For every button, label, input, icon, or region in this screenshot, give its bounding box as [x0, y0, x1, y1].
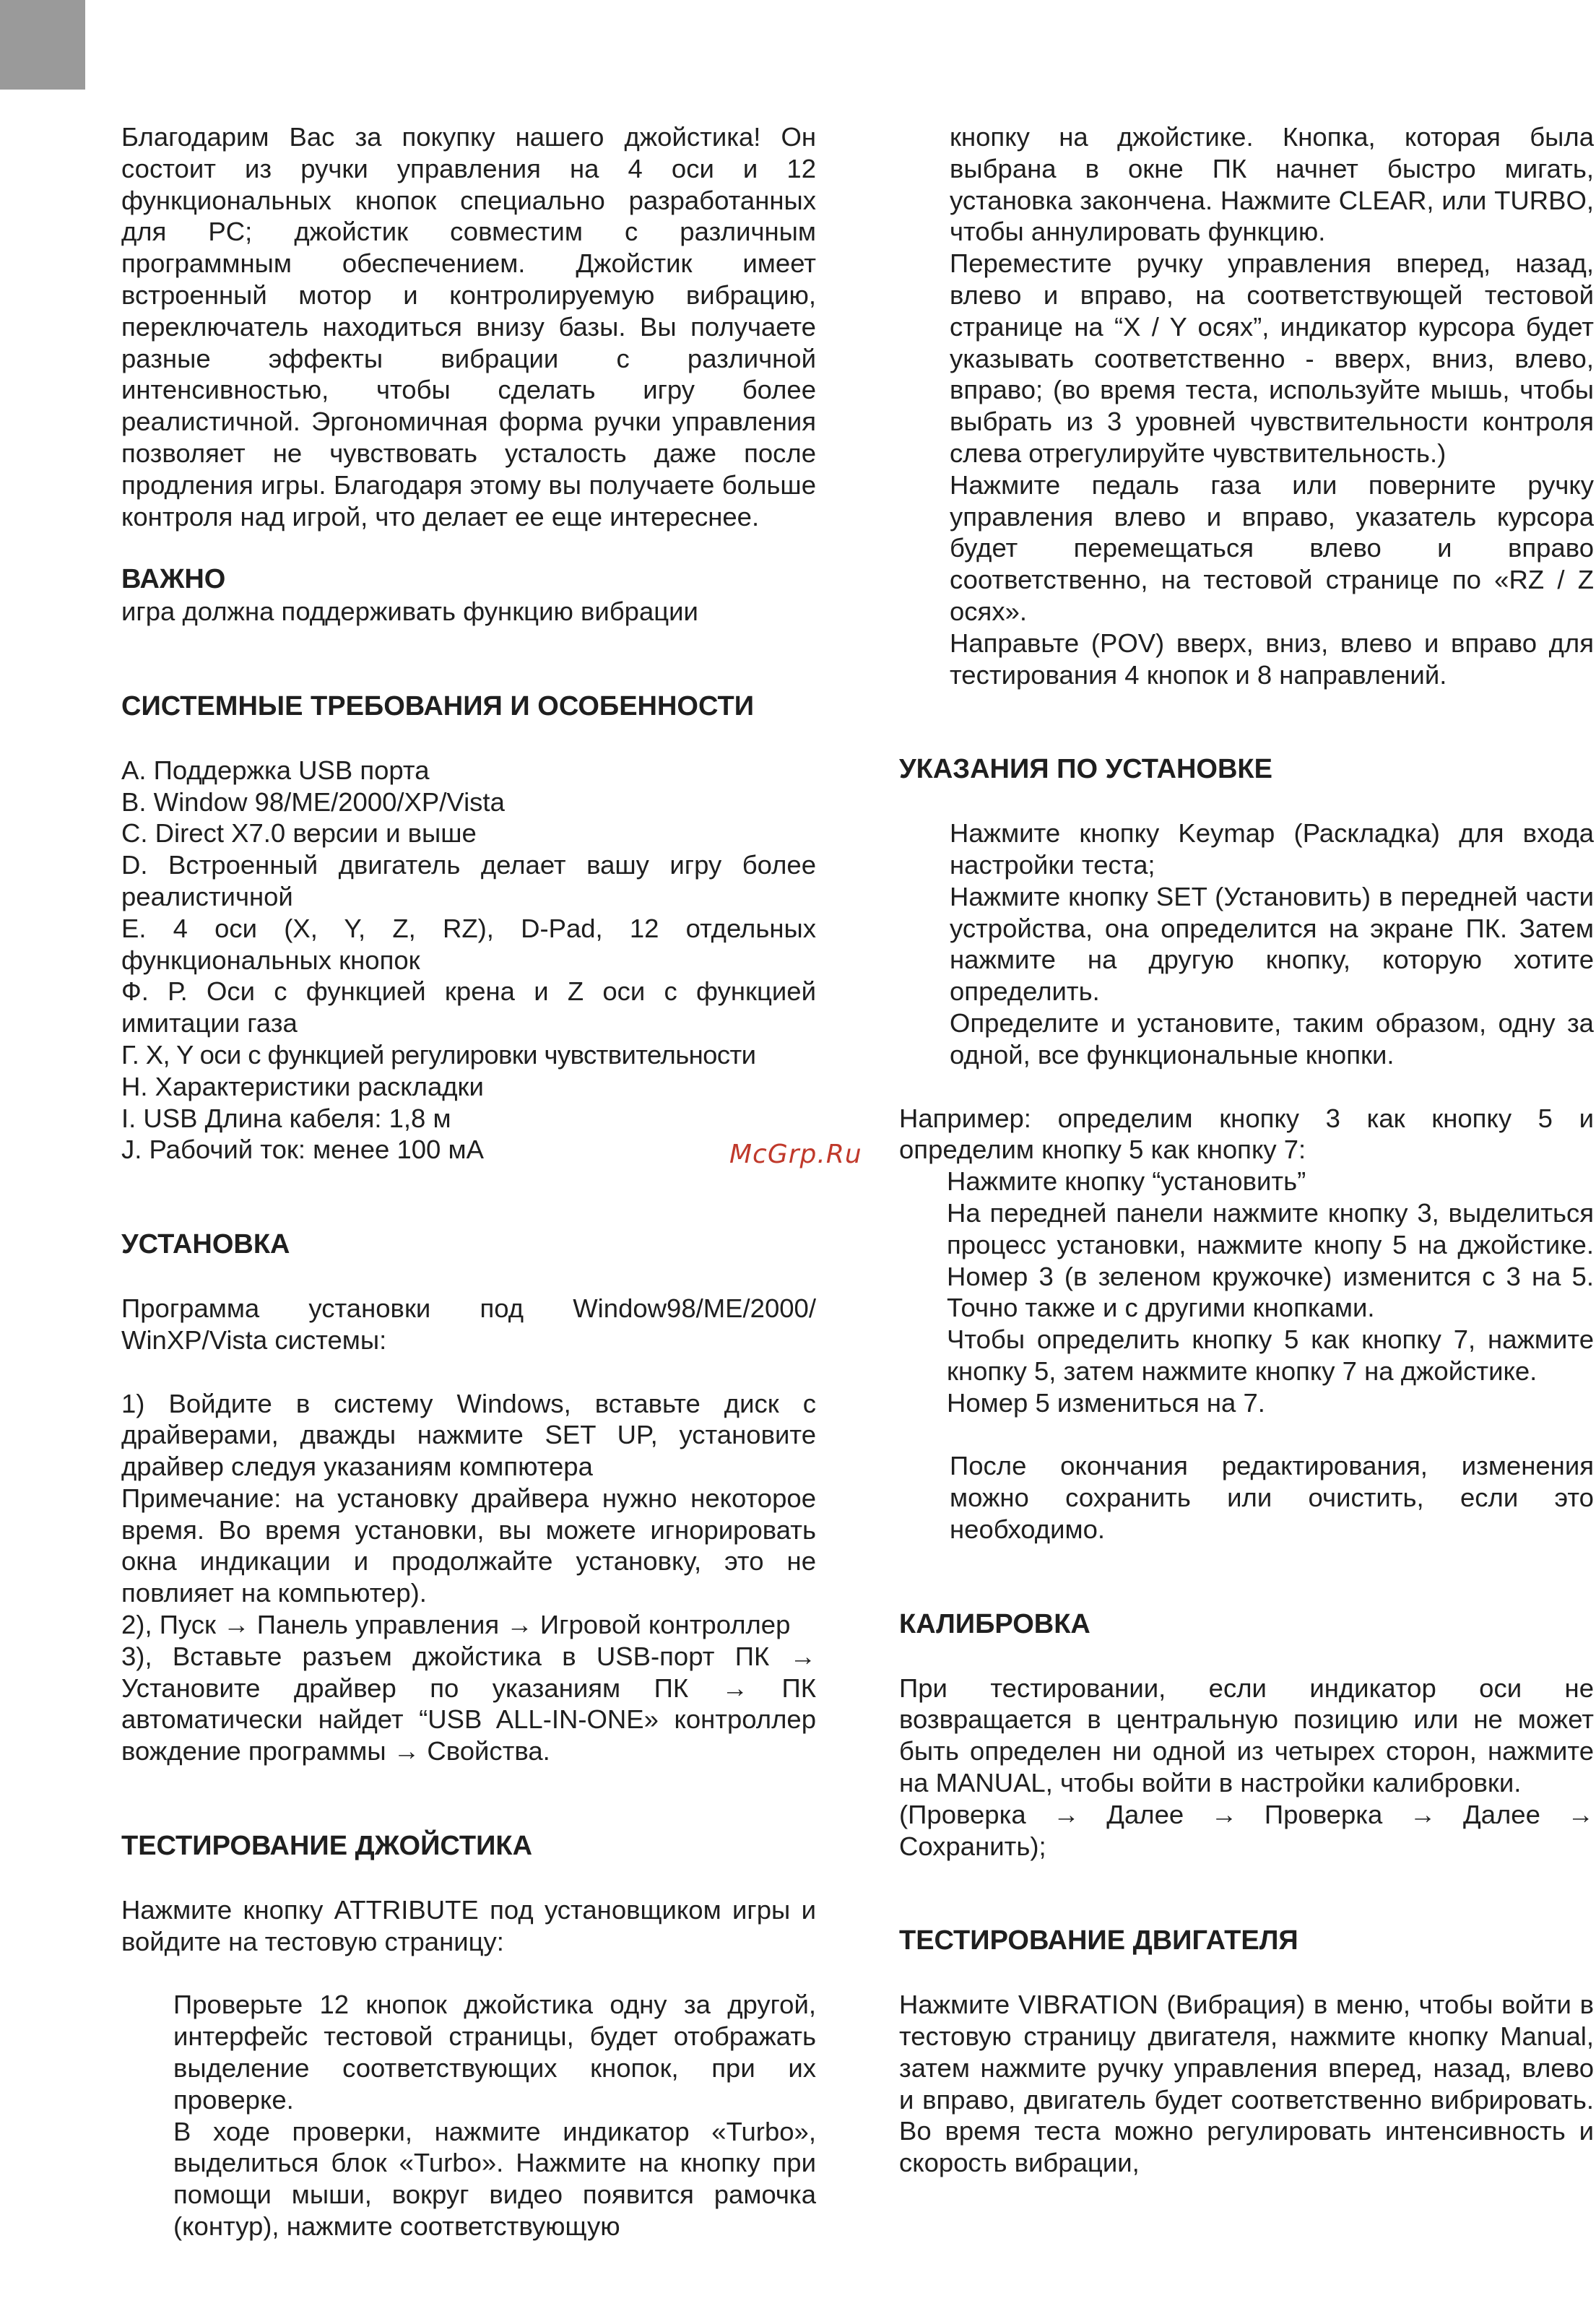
install-step-1: 1) Войдите в систему Windows, вставьте диск с драйверами, дважды нажмите SET UP, установите драйвер следуя указаниям компютера	[121, 1388, 816, 1482]
list-item: A. Поддержка USB порта	[121, 755, 430, 785]
test-paragraph-3: Переместите ручку управления вперед, назад, влево и вправо, на соответствующей тестовой странице на “X / Y осях”, индикатор курсора будет указывать соответственно - вверх, вниз, влево, вправо; (во время теста, используйте мышь, чтобы выбрать из 3 уровней чувствительности контроля слева отрегулируйте чувствительность.)	[950, 248, 1594, 468]
watermark-text: McGrp.Ru	[729, 1140, 862, 1169]
example-paragraph-5: После окончания редактирования, изменения можно сохранить или очистить, если это необходимо.	[950, 1451, 1594, 1545]
test-paragraph-5: Направьте (POV) вверх, вниз, влево и вправо для тестирования 4 кнопок и 8 направлений.	[950, 628, 1594, 690]
calibration-heading: КАЛИБРОВКА	[899, 1608, 1090, 1639]
motor-test-heading: ТЕСТИРОВАНИЕ ДВИГАТЕЛЯ	[899, 1925, 1298, 1956]
requirements-heading: СИСТЕМНЫЕ ТРЕБОВАНИЯ И ОСОБЕННОСТИ	[121, 690, 755, 721]
setup-paragraph-3: Определите и установите, таким образом, одну за одной, все функциональные кнопки.	[950, 1007, 1594, 1070]
motor-test-paragraph: Нажмите VIBRATION (Вибрация) в меню, чтобы войти в тестовую страницу двигателя, нажмите кнопку Manual, затем нажмите ручку управления вперед, назад, влево и вправо, двигатель будет соответственно вибрировать. Во время теста можно регулировать интенсивность и скорость вибрации,	[899, 1990, 1594, 2178]
important-heading: ВАЖНО	[121, 564, 226, 595]
right-column	[899, 121, 1594, 2179]
test-paragraph-2-cont: кнопку на джойстике. Кнопка, которая была выбрана в окне ПК начнет быстро мигать, установка закончена. Нажмите CLEAR, или TURBO, чтобы аннулировать функцию.	[950, 122, 1594, 247]
list-item: E. 4 оси (X, Y, Z, RZ), D-Pad, 12 отдельных функциональных кнопок	[121, 913, 816, 975]
install-heading: УСТАНОВКА	[121, 1229, 290, 1260]
test-paragraph-1: Проверьте 12 кнопок джойстика одну за другой, интерфейс тестовой страницы, будет отображать выделение соответствующих кнопок, при их проверке.	[173, 1990, 816, 2115]
example-paragraph-1: Нажмите кнопку “установить”	[947, 1166, 1306, 1197]
important-text: игра должна поддерживать функцию вибрации	[121, 597, 698, 627]
intro-paragraph: Благодарим Вас за покупку нашего джойстика! Он состоит из ручки управления на 4 оси и 12 функциональных кнопок специально разработанных для PC; джойстик совместим с различным программным обеспечением. Джойстик имеет встроенный мотор и контролируемую вибрацию, переключатель находиться внизу базы. Вы получаете разные эффекты вибрации с различной интенсивностью, чтобы сделать игру более реалистичной. Эргономичная форма ручки управления позволяет не чувствовать усталость даже после продления игры. Благодаря этому вы получаете больше контроля над игрой, что делает ее еще интереснее.	[121, 122, 816, 532]
setup-paragraph-2: Нажмите кнопку SET (Установить) в передней части устройства, она определится на экране ПК. Затем нажмите на другую кнопку, которую хотите определить.	[950, 881, 1594, 1007]
example-paragraph-4: Номер 5 измениться на 7.	[947, 1387, 1265, 1418]
install-intro: Программа установки под Window98/ME/2000/ WinXP/Vista системы:	[121, 1293, 816, 1355]
example-paragraph-3: Чтобы определить кнопку 5 как кнопку 7, нажмите кнопку 5, затем нажмите кнопку 7 на джойстике.	[947, 1324, 1594, 1386]
setup-paragraph-1: Нажмите кнопку Keymap (Раскладка) для входа настройки теста;	[950, 818, 1594, 880]
list-item: C. Direct X7.0 версии и выше	[121, 818, 477, 849]
calibration-paragraph-1: При тестировании, если индикатор оси не возвращается в центральную позицию или не может быть определен ни одной из четырех сторон, нажмите на MANUAL, чтобы войти в настройки калибровки.	[899, 1673, 1594, 1798]
test-paragraph-2: В ходе проверки, нажмите индикатор «Turbo», выделиться блок «Turbo». Нажмите на кнопку при помощи мыши, вокруг видео появится рамочка (контур), нажмите соответствующую	[173, 2116, 816, 2242]
setup-heading: УКАЗАНИЯ ПО УСТАНОВКЕ	[899, 754, 1272, 785]
list-item: Ф. Р. Оси с функцией крена и Z оси с функцией имитации газа	[121, 976, 816, 1039]
example-paragraph-2: На передней панели нажмите кнопку 3, выделиться процесс установки, нажмите кнопу 5 на джойстике. Номер 3 (в зеленом кружочке) изменится с 3 на 5. Точно также и с другими кнопками.	[947, 1197, 1594, 1323]
test-intro: Нажмите кнопку ATTRIBUTE под установщиком игры и войдите на тестовую страницу:	[121, 1894, 816, 1956]
list-item: D. Встроенный двигатель делает вашу игру более реалистичной	[121, 850, 816, 911]
example-intro: Например: определим кнопку 3 как кнопку 5 и определим кнопку 5 как кнопку 7:	[899, 1103, 1594, 1165]
install-note: Примечание: на установку драйвера нужно некоторое время. Во время установки, вы можете игнорировать окна индикации и продолжайте установку, это не повлияет на компьютер).	[121, 1483, 816, 1608]
calibration-paragraph-2: (Проверка → Далее → Проверка → Далее → Сохранить);	[899, 1799, 1594, 1861]
requirements-list	[121, 755, 816, 1166]
corner-tab	[0, 0, 85, 90]
list-item: I. USB Длина кабеля: 1,8 м	[121, 1103, 451, 1133]
install-step-2: 2), Пуск → Панель управления → Игровой контроллер	[121, 1610, 791, 1640]
list-item: B. Window 98/ME/2000/XP/Vista	[121, 786, 505, 817]
install-step-3: 3), Вставьте разъем джойстика в USB-порт ПК → Установите драйвер по указаниям ПК → ПК автоматически найдет “USB ALL-IN-ONE» контроллер вождение программы → Свойства.	[121, 1641, 816, 1766]
list-item: Г. X, Y оси с функцией регулировки чувствительности	[121, 1039, 756, 1070]
test-heading: ТЕСТИРОВАНИЕ ДЖОЙСТИКА	[121, 1831, 533, 1862]
list-item: J. Рабочий ток: менее 100 мА	[121, 1135, 484, 1165]
left-column	[121, 121, 816, 2242]
test-paragraph-4: Нажмите педаль газа или поверните ручку управления влево и вправо, указатель курсора будет перемещаться влево и вправо соответственно, на тестовой странице по «RZ / Z осях».	[950, 469, 1594, 626]
list-item: H. Характеристики раскладки	[121, 1071, 484, 1101]
